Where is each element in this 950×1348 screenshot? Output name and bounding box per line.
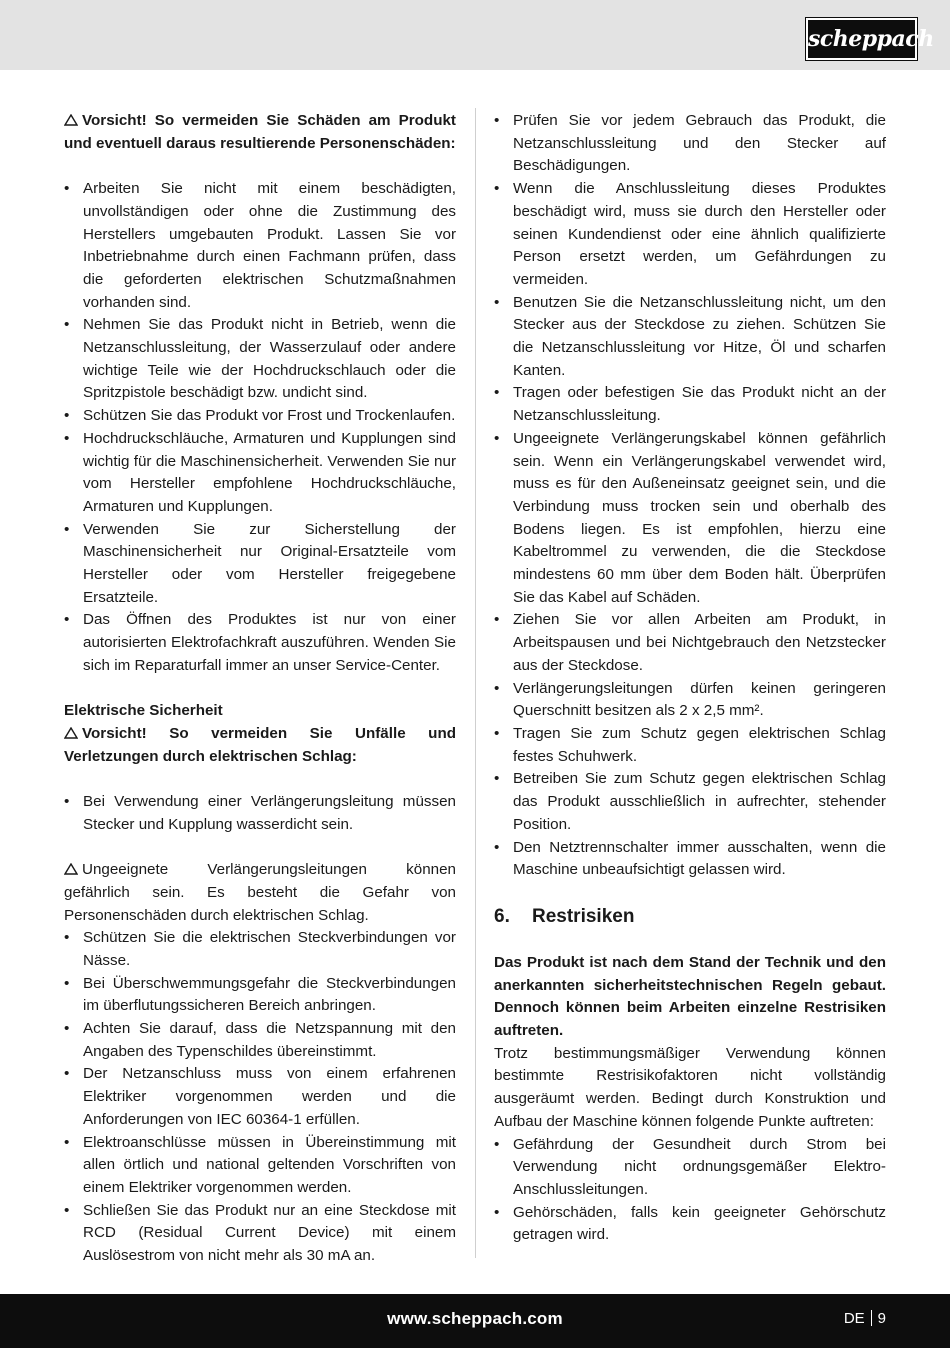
list-item: • Betreiben Sie zum Schutz gegen elektrischen Schlag das Produkt ausschließlich in aufrechter, stehender Position. [494,768,886,836]
page-number: 9 [877,1310,886,1327]
warning-paragraph-extension: Ungeeignete Verlängerungsleitungen können gefährlich sein. Es besteht die Gefahr von Personenschäden durch elektrischen Schlag. [64,861,456,924]
warning-triangle-icon [64,114,78,126]
list-item: • Verwenden Sie zur Sicherstellung der Maschinensicherheit nur Original-Ersatzteile vom Hersteller oder vom Hersteller freigegebene Ersatzteile. [64,519,456,610]
list-item: • Tragen Sie zum Schutz gegen elektrischen Schlag festes Schuhwerk. [494,723,886,768]
page-footer [0,1294,950,1348]
list-item: • Wenn die Anschlussleitung dieses Produktes beschädigt wird, muss sie durch den Hersteller oder seinen Kundendienst oder eine ähnlich qualifizierte Person ersetzt werden, um Gefährdungen zu vermeiden. [494,178,886,292]
page-header [0,0,950,70]
list-item: • Den Netztrennschalter immer ausschalten, wenn die Maschine unbeaufsichtigt gelassen wird. [494,837,886,882]
list-item: • Benutzen Sie die Netzanschlussleitung nicht, um den Stecker aus der Steckdose zu ziehen. Schützen Sie die Netzanschlussleitung vor Hitze, Öl und scharfen Kanten. [494,292,886,383]
list-item: • Ziehen Sie vor allen Arbeiten am Produkt, in Arbeitspausen und bei Nichtgebrauch den Netzstecker aus der Steckdose. [494,609,886,677]
list-item: • Der Netzanschluss muss von einem erfahrenen Elektriker vorgenommen werden und die Anforderungen von IEC 60364-1 erfüllen. [64,1063,456,1131]
list-item: • Schützen Sie die elektrischen Steckverbindungen vor Nässe. [64,927,456,972]
list-item: • Arbeiten Sie nicht mit einem beschädigten, unvollständigen oder ohne die Zustimmung des Herstellers umgebauten Produkt. Lassen Sie vor Inbetriebnahme durch einen Fachmann prüfen, dass die geforderten elektrischen Schutzmaßnahmen vorhanden sind. [64,178,456,314]
list-item: • Schützen Sie das Produkt vor Frost und Trockenlaufen. [64,405,456,428]
warning-triangle-icon [64,727,78,739]
electrical-safety-heading: Elektrische Sicherheit [64,702,223,720]
list-item: • Schließen Sie das Produkt nur an eine Steckdose mit RCD (Residual Current Device) mit einem Auslösestrom von nicht mehr als 30 mA an. [64,1200,456,1268]
list-item: • Gehörschäden, falls kein geeigneter Gehörschutz getragen wird. [494,1202,886,1247]
warning-triangle-icon [64,863,78,875]
list-item: • Bei Verwendung einer Verlängerungsleitung müssen Stecker und Kupplung wasserdicht sein. [64,791,456,836]
right-column [494,110,886,1247]
residual-risk-paragraph: Trotz bestimmungsmäßiger Verwendung können bestimmte Restrisikofaktoren nicht vollständig ausgeräumt werden. Bedingt durch Konstruktion und Aufbau der Maschine können folgende Punkte auftreten: [494,1044,886,1130]
warning-paragraph-electric: Vorsicht! So vermeiden Sie Unfälle und Verletzungen durch elektrischen Schlag: [64,724,456,765]
residual-risk-list [494,1134,886,1248]
list-item: • Elektroanschlüsse müssen in Übereinstimmung mit allen örtlich und national geltenden Vorschriften von einem Elektriker vorgenommen werden. [64,1132,456,1200]
section-number: 6. [494,905,510,927]
left-column [64,110,456,1268]
list-item: • Verlängerungsleitungen dürfen keinen geringeren Querschnitt besitzen als 2 x 2,5 mm². [494,678,886,723]
page-separator [871,1310,872,1326]
list-item: • Gefährdung der Gesundheit durch Strom bei Verwendung nicht ordnungsgemäßer Elektro-Anschlussleitungen. [494,1134,886,1202]
cable-safety-list [494,110,886,882]
section-title: Restrisiken [532,905,635,927]
damage-prevention-list [64,178,456,677]
language-code: DE [843,1310,865,1327]
electrical-connection-list [64,927,456,1268]
column-divider [475,108,476,1258]
list-item: • Ungeeignete Verlängerungskabel können gefährlich sein. Wenn ein Verlängerungskabel verwendet wird, muss es für den Außeneinsatz geeignet sein, und die Verbindung muss trocken sein und oberhalb des Bodens liegen. Es ist empfohlen, hierzu eine Kabeltrommel zu verwenden, die die Steckdose mindestens 60 mm über dem Boden hält. Überprüfen Sie das Kabel auf Schäden. [494,428,886,610]
list-item: • Prüfen Sie vor jedem Gebrauch das Produkt, die Netzanschlussleitung und den Stecker auf Beschädigungen. [494,110,886,178]
list-item: • Bei Überschwemmungsgefahr die Steckverbindungen im überflutungssicheren Bereich anbringen. [64,973,456,1018]
scheppach-logo: scheppach [806,18,917,60]
residual-risk-intro: Das Produkt ist nach dem Stand der Technik und den anerkannten sicherheitstechnischen Regeln gebaut. Dennoch können beim Arbeiten einzelne Restrisiken auftreten. [494,953,886,1040]
website-url: www.scheppach.com [387,1309,563,1328]
warning-paragraph-damage: Vorsicht! So vermeiden Sie Schäden am Produkt und eventuell daraus resultierende Personenschäden: [64,112,456,152]
page-indicator [844,1310,886,1327]
extension-cable-list [64,791,456,836]
list-item: • Hochdruckschläuche, Armaturen und Kupplungen sind wichtig für die Maschinensicherheit. Verwenden Sie nur vom Hersteller empfohlene Hochdruckschläuche, Armaturen und Kupplungen. [64,428,456,519]
section-heading-restrisiken [494,904,886,930]
list-item: • Nehmen Sie das Produkt nicht in Betrieb, wenn die Netzanschlussleitung, der Wasserzulauf oder andere wichtige Teile wie der Hochdruckschlauch oder die Spritzpistole beschädigt bzw. undicht sind. [64,314,456,405]
list-item: • Das Öffnen des Produktes ist nur von einer autorisierten Elektrofachkraft auszuführen. Wenden Sie sich im Reparaturfall immer an unser Service-Center. [64,609,456,677]
list-item: • Achten Sie darauf, dass die Netzspannung mit den Angaben des Typenschildes übereinstimmt. [64,1018,456,1063]
list-item: • Tragen oder befestigen Sie das Produkt nicht an der Netzanschlussleitung. [494,382,886,427]
